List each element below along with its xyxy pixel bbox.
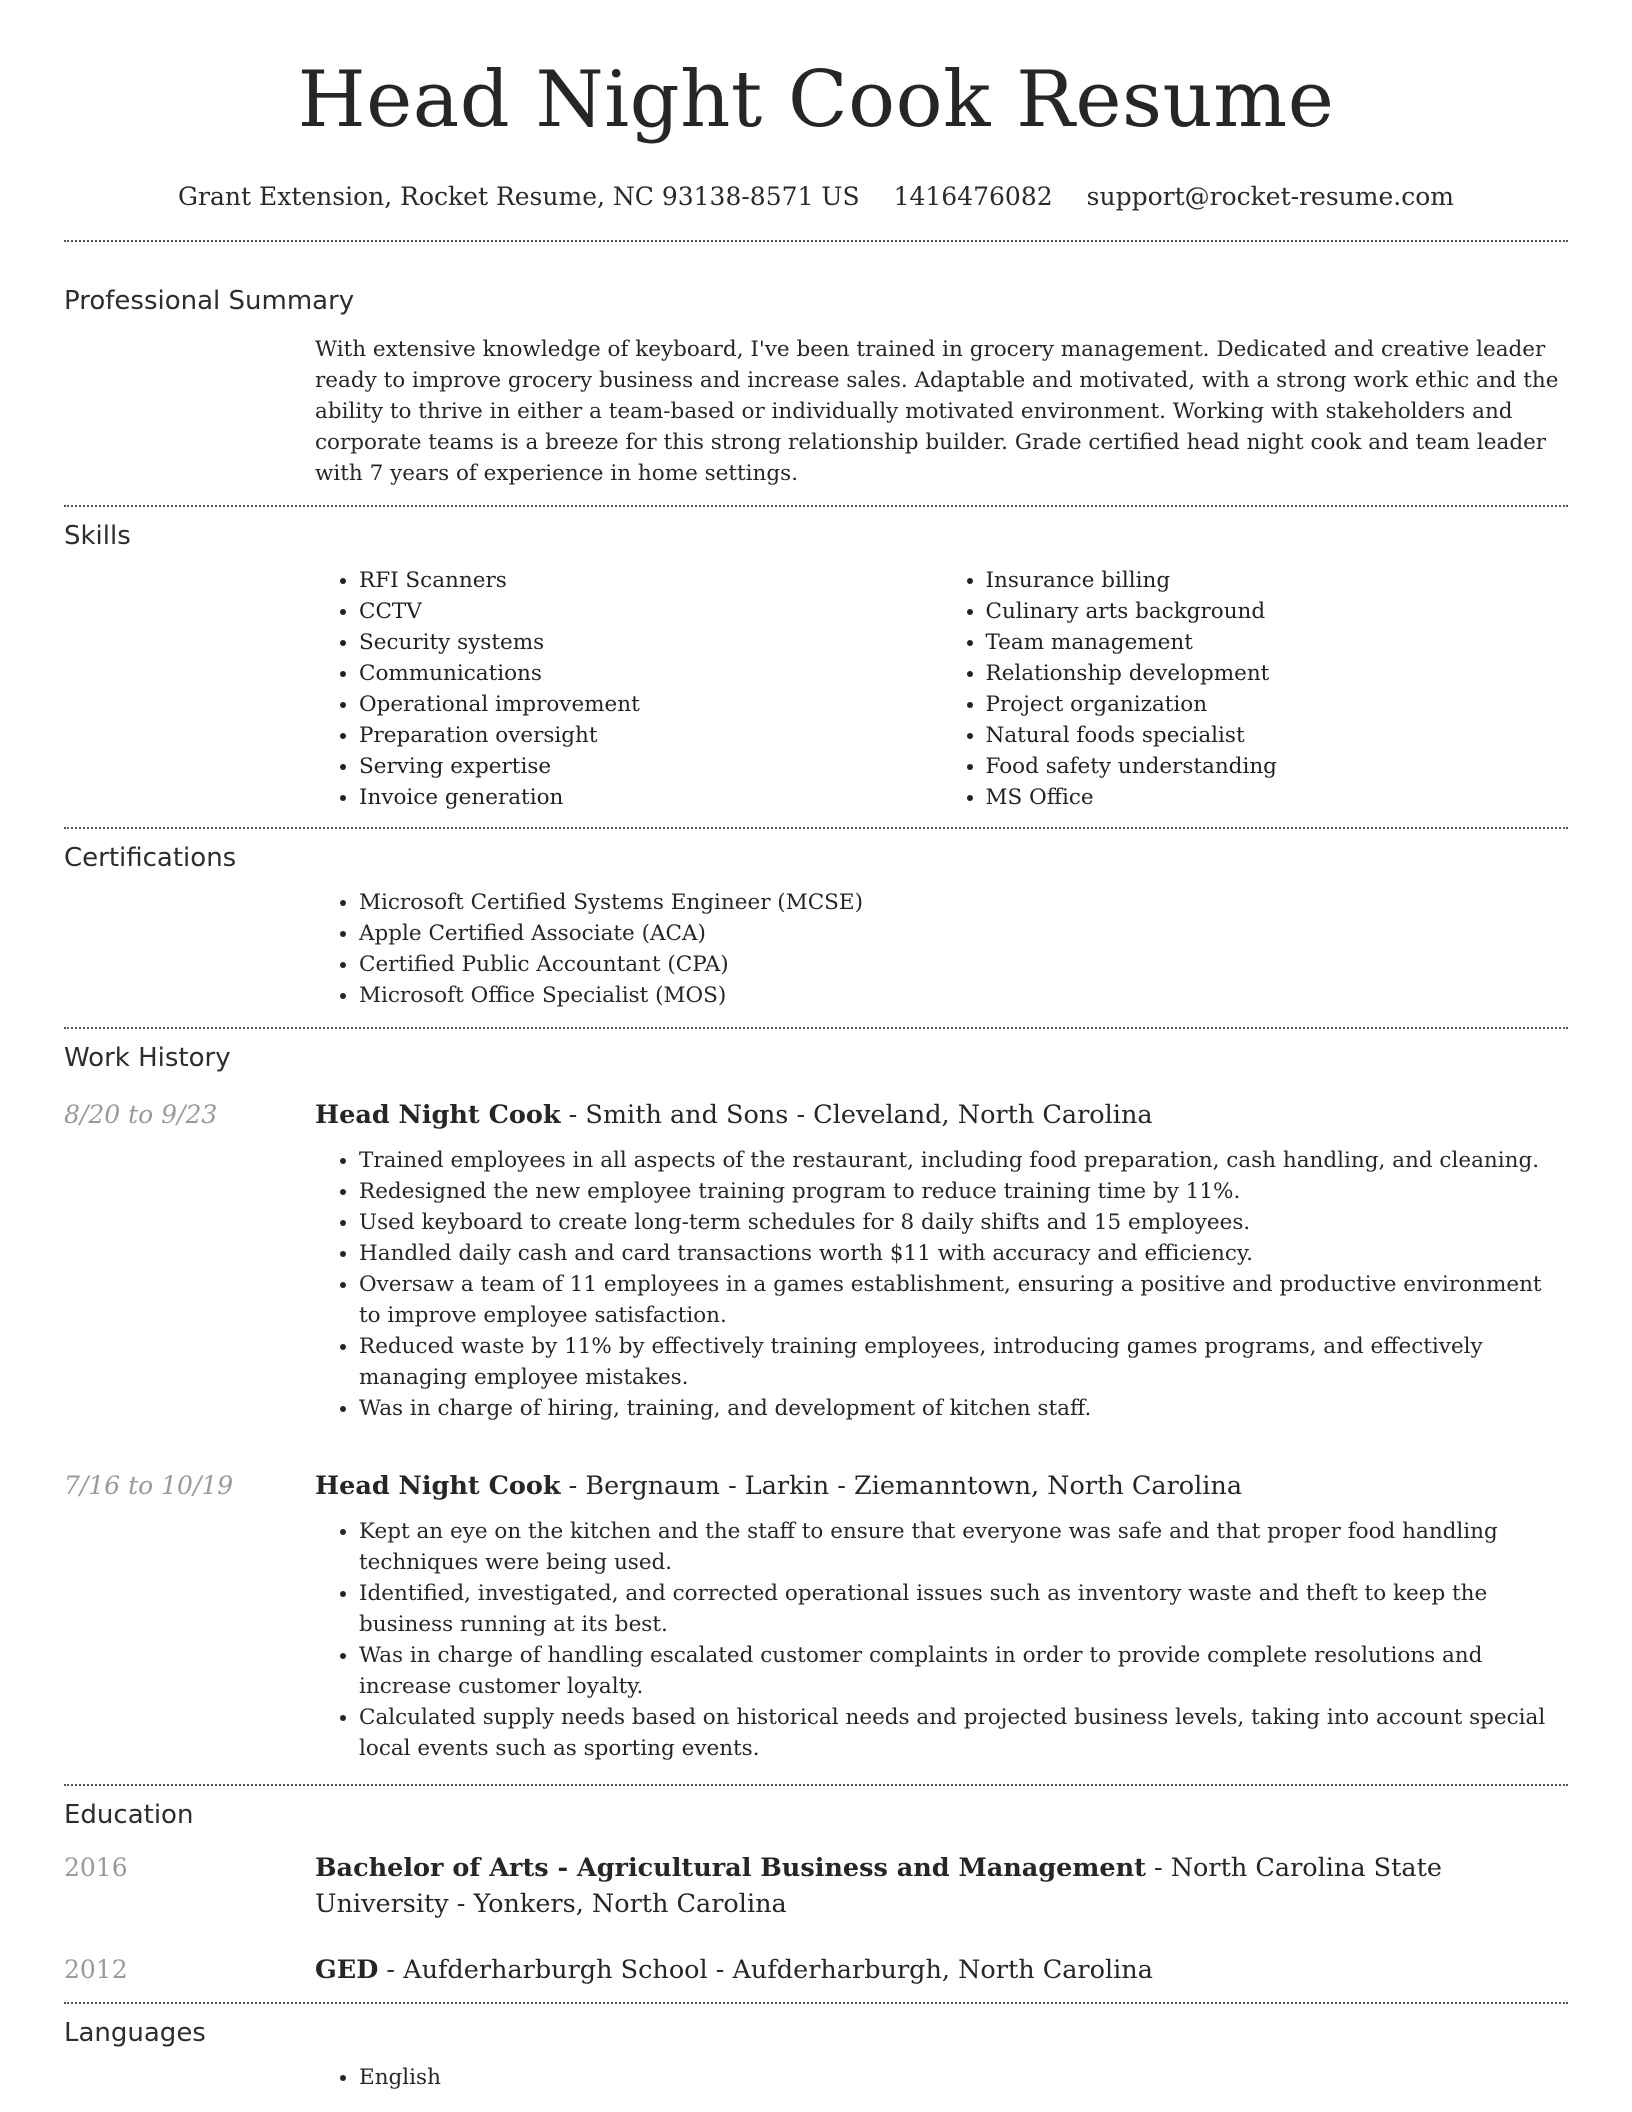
education-school-location: - Aufderharburgh School - Aufderharburgh, North Carolina: [378, 1955, 1153, 1985]
job-bullet: • Kept an eye on the kitchen and the staff to ensure that everyone was safe and that proper food handling techniques were being used.: [359, 1516, 1568, 1578]
job-bullet: • Was in charge of hiring, training, and development of kitchen staff.: [359, 1393, 1568, 1424]
skill-item: • Invoice generation: [359, 782, 942, 813]
skill-item: • Food safety understanding: [986, 751, 1569, 782]
education-details: [315, 1850, 1568, 1922]
section-languages: [64, 2002, 1568, 2093]
job-heading: [315, 1097, 1568, 1133]
skill-item: • CCTV: [359, 596, 942, 627]
skill-item: • Communications: [359, 658, 942, 689]
skills-grid: [315, 565, 1568, 813]
job-bullet: • Calculated supply needs based on historical needs and projected business levels, taking into account special local events such as sporting events.: [359, 1702, 1568, 1764]
education-degree: GED: [315, 1955, 379, 1985]
education-school-location: - North Carolina State University - Yonkers, North Carolina: [315, 1853, 1442, 1919]
job-role: Head Night Cook: [315, 1100, 561, 1130]
resume-title: Head Night Cook Resume: [297, 55, 1335, 145]
contact-line: [0, 182, 1632, 211]
certification-item: • Microsoft Certified Systems Engineer (MCSE): [359, 887, 1568, 918]
certification-list: [315, 887, 1568, 1011]
education-heading: [315, 1850, 1568, 1922]
skill-item: • Relationship development: [986, 658, 1569, 689]
certification-item: • Certified Public Accountant (CPA): [359, 949, 1568, 980]
skill-item: • MS Office: [986, 782, 1569, 813]
job-bullet: • Was in charge of handling escalated customer complaints in order to provide complete resolutions and increase customer loyalty.: [359, 1640, 1568, 1702]
education-entry: [64, 1850, 1568, 1922]
resume-header: [0, 0, 1632, 211]
language-list: [315, 2062, 1568, 2093]
education-details: [315, 1952, 1568, 1988]
job-bullet-list: [315, 1145, 1568, 1424]
education-year: 2016: [64, 1853, 128, 1882]
section-title: Professional Summary: [64, 286, 355, 316]
job-role: Head Night Cook: [315, 1471, 561, 1501]
job-bullet: • Redesigned the new employee training program to reduce training time by 11%.: [359, 1176, 1568, 1207]
section-education: [64, 1784, 1568, 1988]
skill-item: • Team management: [986, 627, 1569, 658]
section-title: Education: [64, 1800, 194, 1830]
education-heading: [315, 1952, 1568, 1988]
skill-item: • Natural foods specialist: [986, 720, 1569, 751]
contact-phone: 1416476082: [893, 182, 1053, 211]
skill-item: • Operational improvement: [359, 689, 942, 720]
section-title: Languages: [64, 2018, 206, 2048]
education-entry: [64, 1952, 1568, 1988]
job-bullet: • Oversaw a team of 11 employees in a games establishment, ensuring a positive and productive environment to improve employee satisfaction.: [359, 1269, 1568, 1331]
skills-column-left: [315, 565, 942, 813]
job-bullet-list: [315, 1516, 1568, 1764]
skill-item: • Insurance billing: [986, 565, 1569, 596]
skill-item: • Culinary arts background: [986, 596, 1569, 627]
job-employer-location: - Smith and Sons - Cleveland, North Carolina: [560, 1100, 1153, 1130]
job-details: [315, 1097, 1568, 1444]
skill-item: • Project organization: [986, 689, 1569, 720]
section-title: Certifications: [64, 843, 237, 873]
skill-item: • Preparation oversight: [359, 720, 942, 751]
section-certifications: [64, 827, 1568, 1011]
job-details: [315, 1468, 1568, 1784]
skills-column-right: [942, 565, 1569, 813]
section-work-history: [64, 1027, 1568, 1784]
skill-item: • Security systems: [359, 627, 942, 658]
contact-address: Grant Extension, Rocket Resume, NC 93138-8571 US: [178, 182, 860, 211]
education-degree: Bachelor of Arts - Agricultural Business and Management: [315, 1853, 1146, 1883]
contact-email: support@rocket-resume.com: [1086, 182, 1454, 211]
job-entry: [64, 1097, 1568, 1444]
section-professional-summary: [64, 240, 1568, 489]
certification-item: • Apple Certified Associate (ACA): [359, 918, 1568, 949]
job-bullet: • Handled daily cash and card transactions worth $11 with accuracy and efficiency.: [359, 1238, 1568, 1269]
job-entry: [64, 1468, 1568, 1784]
job-employer-location: - Bergnaum - Larkin - Ziemanntown, North Carolina: [560, 1471, 1243, 1501]
summary-text: With extensive knowledge of keyboard, I've been trained in grocery management. Dedicated and creative leader ready to improve grocery business and increase sales. Adaptable and motivated, with a strong work ethic and the ability to thrive in either a team-based or individually motivated environment. Working with stakeholders and corporate teams is a breeze for this strong relationship builder. Grade certified head night cook and team leader with 7 years of experience in home settings.: [315, 337, 1559, 486]
section-title: Skills: [64, 521, 131, 551]
job-bullet: • Used keyboard to create long-term schedules for 8 daily shifts and 15 employees.: [359, 1207, 1568, 1238]
certification-item: • Microsoft Office Specialist (MOS): [359, 980, 1568, 1011]
job-dates: 7/16 to 10/19: [64, 1471, 234, 1500]
skill-item: • RFI Scanners: [359, 565, 942, 596]
section-title: Work History: [64, 1043, 231, 1073]
section-skills: [64, 505, 1568, 813]
resume-sections: [64, 240, 1568, 2109]
job-bullet: • Trained employees in all aspects of the restaurant, including food preparation, cash handling, and cleaning.: [359, 1145, 1568, 1176]
job-dates: 8/20 to 9/23: [64, 1100, 218, 1129]
skill-item: • Serving expertise: [359, 751, 942, 782]
education-year: 2012: [64, 1955, 128, 1984]
language-item: • English: [359, 2062, 1568, 2093]
job-bullet: • Reduced waste by 11% by effectively training employees, introducing games programs, and effectively managing employee mistakes.: [359, 1331, 1568, 1393]
job-heading: [315, 1468, 1568, 1504]
job-bullet: • Identified, investigated, and corrected operational issues such as inventory waste and theft to keep the business running at its best.: [359, 1578, 1568, 1640]
